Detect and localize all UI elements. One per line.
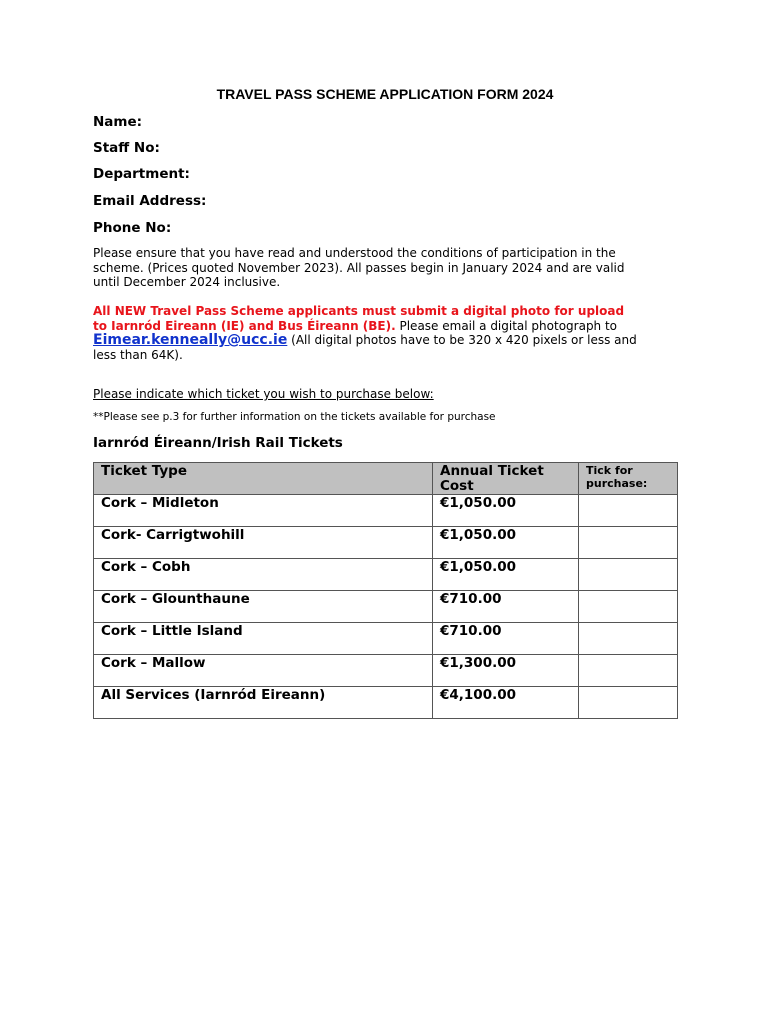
intro-paragraph [93, 246, 693, 290]
photo-notice-red-line: All NEW Travel Pass Scheme applicants must submit a digital photo for upload [93, 304, 625, 318]
header-tick-for-purchase [579, 463, 678, 495]
ticket-cost-cell: €1,050.00 [433, 495, 579, 527]
tick-box-cell[interactable] [579, 495, 678, 527]
ticket-cost-cell: €1,050.00 [433, 559, 579, 591]
tick-box-cell[interactable] [579, 655, 678, 687]
table-row [94, 687, 678, 719]
ticket-table [93, 462, 678, 719]
header-annual-cost-line: Cost [440, 478, 474, 494]
email-address-field-label: Email Address: [93, 193, 207, 209]
form-title: TRAVEL PASS SCHEME APPLICATION FORM 2024 [216, 86, 554, 102]
intro-line: until December 2024 inclusive. [93, 275, 281, 289]
header-annual-cost-line: Annual Ticket [440, 463, 544, 479]
table-header-row [94, 463, 678, 495]
table-row [94, 655, 678, 687]
intro-line: Please ensure that you have read and understood the conditions of participation in the [93, 246, 616, 260]
ticket-type-cell: Cork – Midleton [94, 495, 433, 527]
tick-box-cell[interactable] [579, 687, 678, 719]
ticket-type-cell: Cork – Cobh [94, 559, 433, 591]
tick-box-cell[interactable] [579, 527, 678, 559]
table-row [94, 623, 678, 655]
photo-notice-red-line: to Iarnród Eireann (IE) and Bus Éireann (BE). [93, 318, 396, 333]
section-title: Iarnród Éireann/Irish Rail Tickets [93, 435, 343, 451]
ticket-cost-cell: €710.00 [433, 623, 579, 655]
staff-no-field-label: Staff No: [93, 140, 160, 156]
purchase-instruction: Please indicate which ticket you wish to purchase below: [93, 387, 434, 401]
table-row [94, 559, 678, 591]
tick-box-cell[interactable] [579, 591, 678, 623]
photo-notice-text: Please email a digital photograph to [395, 318, 618, 333]
header-annual-cost [433, 463, 579, 495]
ticket-type-cell: Cork- Carrigtwohill [94, 527, 433, 559]
table-row [94, 495, 678, 527]
ticket-type-cell: All Services (Iarnród Eireann) [94, 687, 433, 719]
header-ticket-type: Ticket Type [94, 463, 433, 495]
department-field-label: Department: [93, 166, 190, 182]
ticket-type-cell: Cork – Mallow [94, 655, 433, 687]
ticket-cost-cell: €1,300.00 [433, 655, 579, 687]
intro-line: scheme. (Prices quoted November 2023). All passes begin in January 2024 and are valid [93, 260, 625, 275]
ticket-cost-cell: €710.00 [433, 591, 579, 623]
tick-box-cell[interactable] [579, 559, 678, 591]
ticket-type-cell: Cork – Glounthaune [94, 591, 433, 623]
contact-email-link[interactable]: Eimear.kenneally@ucc.ie [93, 332, 288, 348]
ticket-type-cell: Cork – Little Island [94, 623, 433, 655]
photo-notice-text: (All digital photos have to be 320 x 420 pixels or less and [287, 333, 637, 347]
phone-no-field-label: Phone No: [93, 220, 172, 236]
header-tick-line: purchase: [586, 477, 648, 490]
photo-notice-paragraph [93, 304, 693, 362]
ticket-cost-cell: €1,050.00 [433, 527, 579, 559]
name-field-label: Name: [93, 114, 143, 130]
tick-box-cell[interactable] [579, 623, 678, 655]
header-tick-line: Tick for [586, 464, 633, 477]
table-row [94, 527, 678, 559]
table-row [94, 591, 678, 623]
photo-notice-text: less than 64K). [93, 347, 183, 362]
ticket-cost-cell: €4,100.00 [433, 687, 579, 719]
info-note: **Please see p.3 for further information on the tickets available for purchase [93, 411, 496, 423]
